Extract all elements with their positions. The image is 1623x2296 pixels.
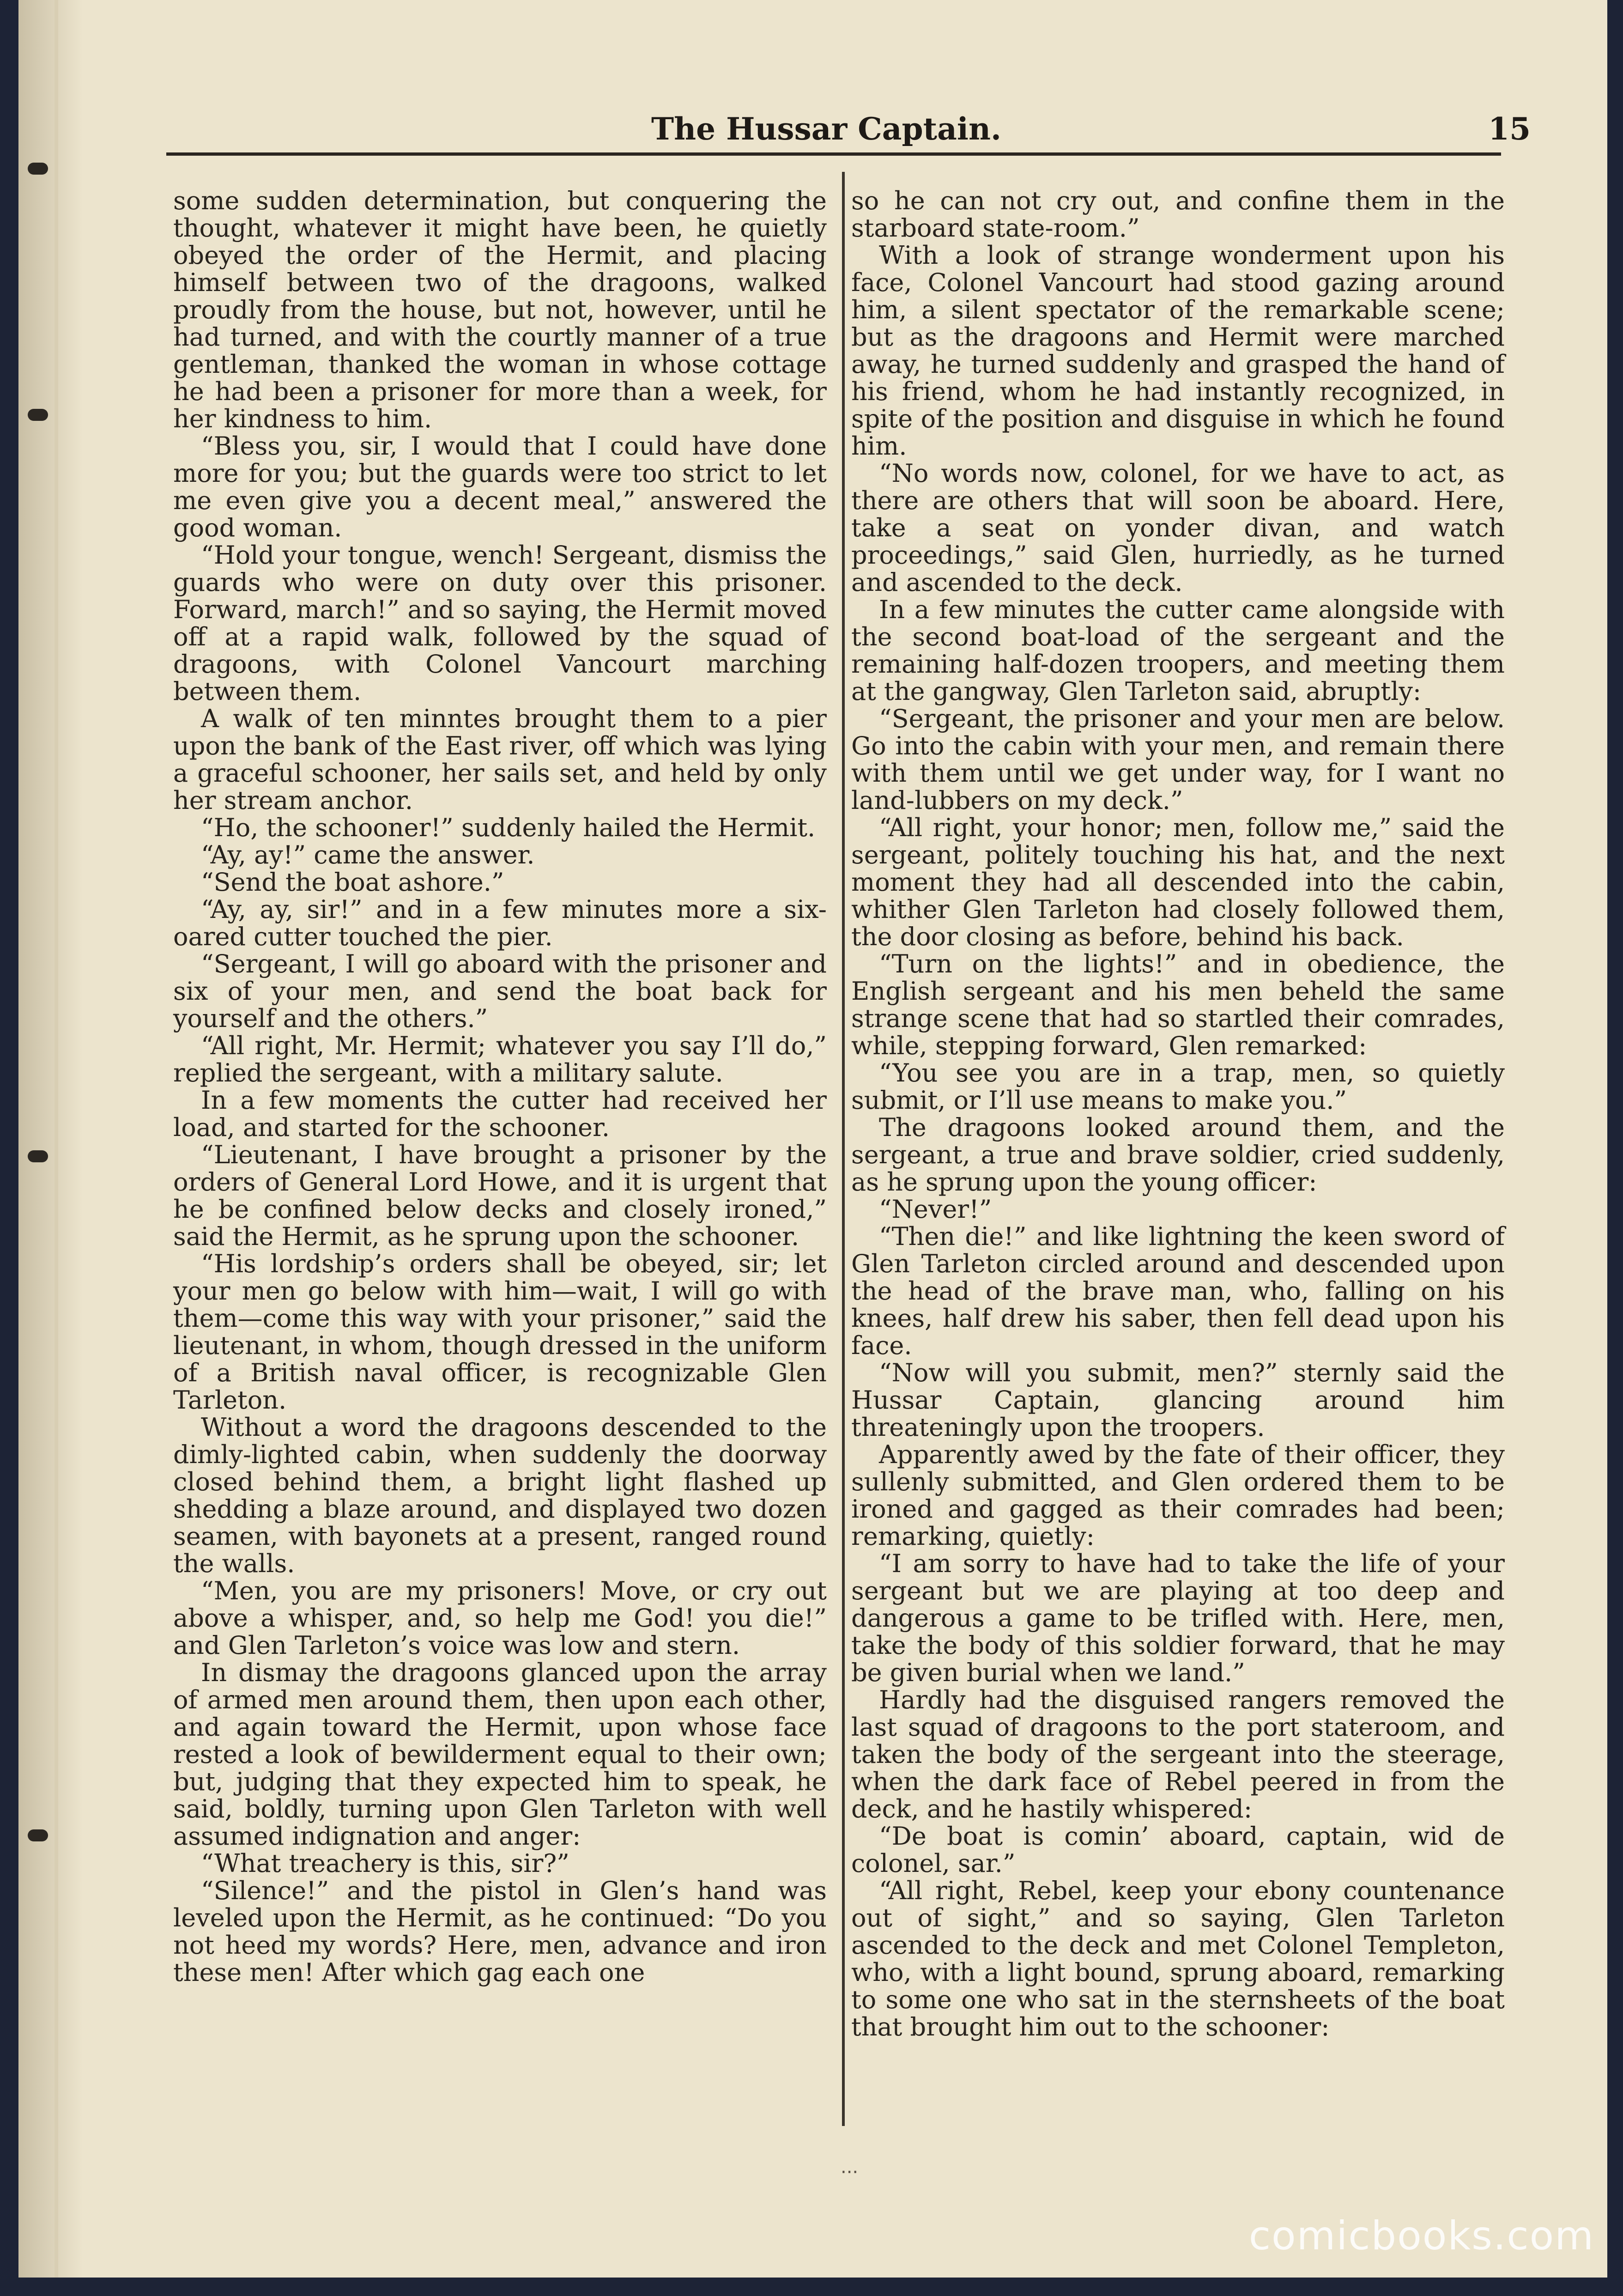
paragraph: “No words now, colonel, for we have to act, as there are others that will soon be aboard. Here, take a seat on yonder divan, and watch proceedings,” said Glen, hurriedly, as he turned and ascended to the deck. (851, 459, 1505, 597)
paragraph: Hardly had the disguised rangers removed the last squad of dragoons to the port stateroom, and taken the body of the sergeant into the steerage, when the dark face of Rebel peered in from the deck, and he hastily whispered: (851, 1685, 1505, 1823)
paragraph: “Ay, ay, sir!” and in a few minutes more a six-oared cutter touched the pier. (173, 895, 827, 951)
binding-stitch (28, 163, 48, 175)
paragraph: “Sergeant, the prisoner and your men are below. Go into the cabin with your men, and remain there with them until we get under way, for I want no land-lubbers on my deck.” (851, 704, 1505, 815)
right-column (851, 187, 1505, 2041)
paragraph: “What treachery is this, sir?” (201, 1849, 569, 1878)
header-rule (166, 152, 1501, 156)
watermark: comicbooks.com (1248, 2213, 1594, 2259)
paragraph: “Then die!” and like lightning the keen sword of Glen Tarleton circled around and descended upon the head of the brave man, who, falling on his knees, half drew his saber, then fell dead upon his face. (851, 1222, 1505, 1360)
page-binding-shadow (18, 0, 83, 2278)
paragraph: “Now will you submit, men?” sternly said the Hussar Captain, glancing around him threateningly upon the troopers. (851, 1358, 1505, 1442)
paragraph: “Never!” (879, 1195, 992, 1224)
page-number: 15 (1488, 111, 1531, 147)
binding-stitch (28, 1829, 48, 1841)
paragraph: The dragoons looked around them, and the sergeant, a true and brave soldier, cried suddenly, as he sprung upon the young officer: (851, 1113, 1505, 1197)
binding-stitch (28, 409, 48, 421)
paragraph: “I am sorry to have had to take the life of your sergeant but we are playing at too deep and dangerous a game to be trifled with. Here, men, take the body of this soldier forward, that he may be given burial when we land.” (851, 1549, 1505, 1687)
paragraph: “Bless you, sir, I would that I could have done more for you; but the guards were too strict to let me even give you a decent meal,” answered the good woman. (173, 431, 827, 542)
paragraph: Without a word the dragoons descended to the dimly-lighted cabin, when suddenly the doorway closed behind them, a bright light flashed up shedding a blaze around, and displayed two dozen seamen, with bayonets at a present, ranged round the walls. (173, 1413, 827, 1578)
running-head-title: The Hussar Captain. (651, 111, 1001, 147)
paragraph: “Hold your tongue, wench! Sergeant, dismiss the guards who were on duty over this prisoner. Forward, march!” and so saying, the Hermit moved off at a rapid walk, followed by the squad of dragoons, with Colonel Vancourt marching between them. (173, 541, 827, 706)
paragraph: In a few minutes the cutter came alongside with the second boat-load of the sergeant and the remaining half-dozen troopers, and meeting them at the gangway, Glen Tarleton said, abruptly: (851, 595, 1505, 706)
paragraph: “Silence!” and the pistol in Glen’s hand was leveled upon the Hermit, as he continued: “Do you not heed my words? Here, men, advance and iron these men! After which gag each one (173, 1876, 827, 1987)
paragraph: With a look of strange wonderment upon his face, Colonel Vancourt had stood gazing around him, a silent spectator of the remarkable scene; but as the dragoons and Hermit were marched away, he turned suddenly and grasped the hand of his friend, whom he had instantly recognized, in spite of the position and disguise in which he found him. (851, 241, 1505, 461)
paragraph: “All right, Mr. Hermit; whatever you say I’ll do,” replied the sergeant, with a military salute. (173, 1031, 827, 1087)
column-rule (842, 172, 845, 2126)
binding-stitch (28, 1150, 48, 1162)
paragraph: “Sergeant, I will go aboard with the prisoner and six of your men, and send the boat back for yourself and the others.” (173, 949, 827, 1033)
paragraph: A walk of ten minntes brought them to a pier upon the bank of the East river, off which was lying a graceful schooner, her sails set, and held by only her stream anchor. (173, 704, 827, 815)
binding-gutter (55, 0, 58, 2278)
paragraph: “You see you are in a trap, men, so quietly submit, or I’ll use means to make you.” (851, 1058, 1505, 1115)
paragraph: “Ay, ay!” came the answer. (201, 840, 535, 869)
paragraph: “Ho, the schooner!” suddenly hailed the Hermit. (201, 813, 816, 842)
paragraph: “All right, Rebel, keep your ebony countenance out of sight,” and so saying, Glen Tarleton ascended to the deck and met Colonel Templeton, who, with a light bound, sprung aboard, remarking to some one who sat in the sternsheets of the boat that brought him out to the schooner: (851, 1876, 1505, 2041)
paragraph: some sudden determination, but conquering the thought, whatever it might have been, he quietly obeyed the order of the Hermit, and placing himself between two of the dragoons, walked proudly from the house, but not, however, until he had turned, and with the courtly manner of a true gentleman, thanked the woman in whose cottage he had been a prisoner for more than a week, for her kindness to him. (173, 186, 827, 433)
paragraph: “De boat is comin’ aboard, captain, wid de colonel, sar.” (851, 1822, 1505, 1878)
paragraph: “Lieutenant, I have brought a prisoner by the orders of General Lord Howe, and it is urgent that he be confined below decks and closely ironed,” said the Hermit, as he sprung upon the schooner. (173, 1140, 827, 1251)
paragraph: Apparently awed by the fate of their officer, they sullenly submitted, and Glen ordered them to be ironed and gagged as their comrades had been; remarking, quietly: (851, 1440, 1505, 1551)
paragraph: “Send the boat ashore.” (201, 868, 504, 897)
paragraph: “All right, your honor; men, follow me,” said the sergeant, politely touching his hat, and the next moment they had all descended into the cabin, whither Glen Tarleton had closely followed them, the door closing as before, behind his back. (851, 813, 1505, 951)
paragraph: In a few moments the cutter had received her load, and started for the schooner. (173, 1086, 827, 1142)
paragraph: “Men, you are my prisoners! Move, or cry out above a whisper, and, so help me God! you die!” and Glen Tarleton’s voice was low and stern. (173, 1576, 827, 1660)
page-smudge: ‧‧‧ (841, 2162, 859, 2183)
paragraph: “His lordship’s orders shall be obeyed, sir; let your men go below with him—wait, I will go with them—come this way with your prisoner,” said the lieutenant, in whom, though dressed in the uniform of a British naval officer, is recognizable Glen Tarleton. (173, 1249, 827, 1415)
paragraph: so he can not cry out, and confine them in the starboard state-room.” (851, 186, 1505, 243)
paragraph: In dismay the dragoons glanced upon the array of armed men around them, then upon each other, and again toward the Hermit, upon whose face rested a look of bewilderment equal to their own; but, judging that they expected him to speak, he said, boldly, turning upon Glen Tarleton with well assumed indignation and anger: (173, 1658, 827, 1851)
left-column (173, 187, 827, 1986)
paragraph: “Turn on the lights!” and in obedience, the English sergeant and his men beheld the same strange scene that had so startled their comrades, while, stepping forward, Glen remarked: (851, 949, 1505, 1060)
